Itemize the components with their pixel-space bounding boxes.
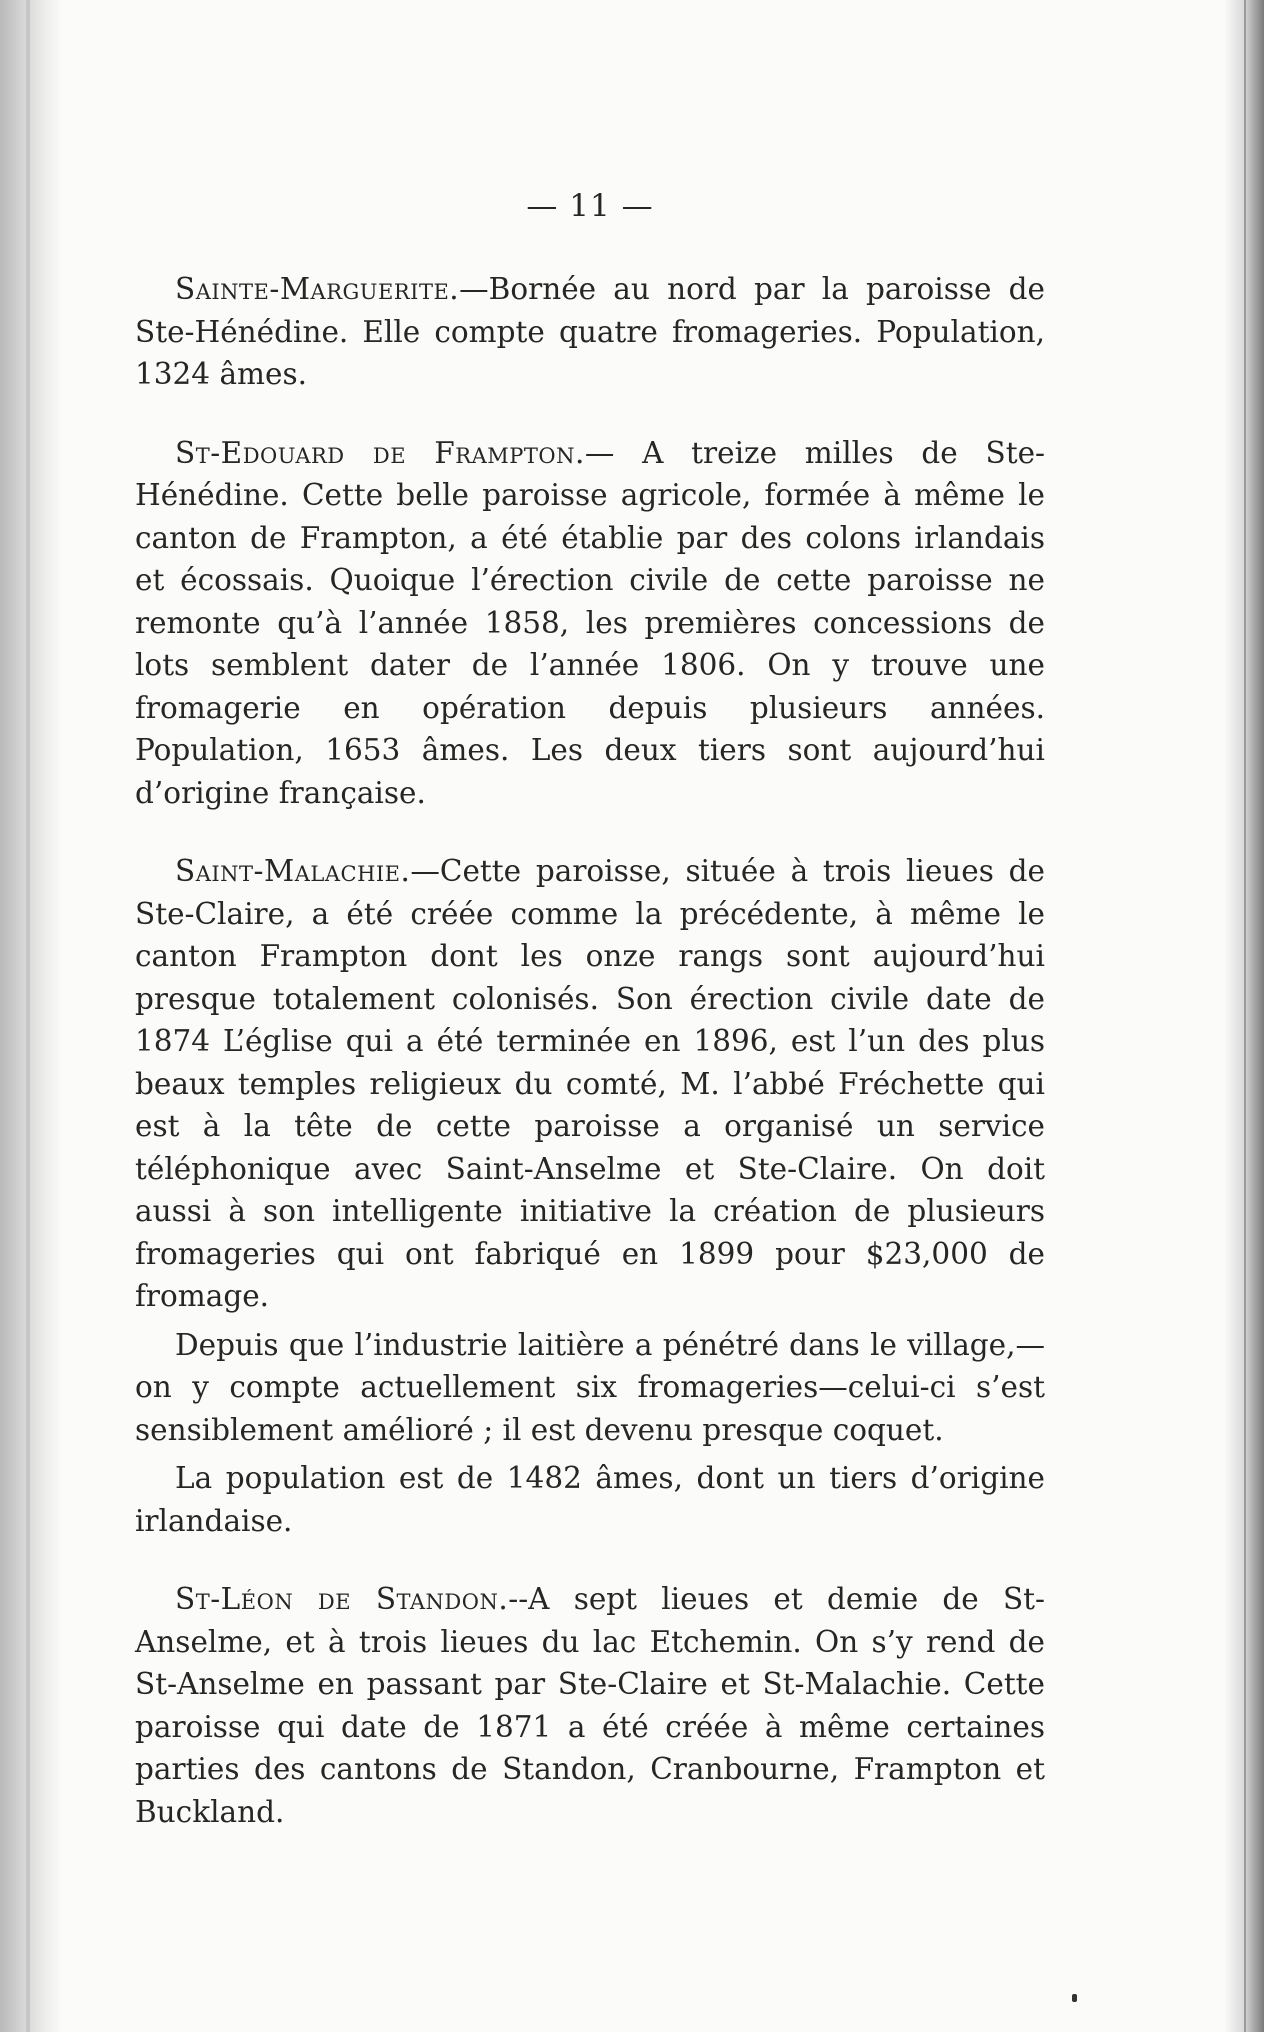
entry-heading: St-Edouard de Frampton. (175, 435, 585, 470)
entry-heading: Saint-Malachie. (175, 854, 411, 888)
page-fore-edge (1224, 0, 1264, 2032)
entry-text: — A treize milles de Ste-Hénédine. Cette belle paroisse agricole, formée à même le canton de Frampton, a été établie par des colons irlandais et écossais. Quoique l’érection civile de cette paroisse ne remonte qu’à l’année 1858, les premières concessions de lots semblent dater de l’année 1806. On y trouve une fromagerie en opération depuis plusieurs années. Population, 1653 âmes. Les deux tiers sont aujourd’hui d’origine française. (135, 435, 1045, 810)
paragraph: La population est de 1482 âmes, dont un tiers d’origine irlandaise. (135, 1461, 1045, 1538)
entry-text: —Cette paroisse, située à trois lieues de Ste-Claire, a été créée comme la précédente, à même le canton Frampton dont les onze rangs sont aujourd’hui presque totalement colonisés. Son érection civile date de 1874 L’église qui a été terminée en 1896, est l’un des plus beaux temples religieux du comté, M. l’abbé Fréchette qui est à la tête de cette paroisse a organisé un service téléphonique avec Saint-Anselme et Ste-Claire. On doit aussi à son intelligente initiative la création de plusieurs fromageries qui ont fabriqué en 1899 pour $23,000 de fromage. (135, 854, 1045, 1313)
entry-sainte-marguerite (135, 268, 1045, 396)
entry-text: --A sept lieues et demie de St-Anselme, et à trois lieues du lac Etchemin. On s’y rend de St-Anselme en passant par Ste-Claire et St-Malachie. Cette paroisse qui date de 1871 a été créée à même certaines parties des cantons de Standon, Cranbourne, Frampton et Buckland. (135, 1582, 1045, 1829)
paragraph: Depuis que l’industrie laitière a pénétré dans le village,—on y compte actuellement six fromageries—celui-ci s’est sensiblement amélioré ; il est devenu presque coquet. (135, 1327, 1045, 1447)
paragraph (135, 432, 1045, 815)
page-number: — 11 — (526, 188, 654, 224)
ink-speck (1072, 1994, 1077, 2002)
page-text (135, 180, 1045, 1869)
entry-text: —Bornée au nord par la paroisse de Ste-Hénédine. Elle compte quatre fromageries. Population, 1324 âmes. (135, 272, 1045, 391)
paragraph (135, 1578, 1045, 1833)
entry-heading: St-Léon de Standon. (175, 1582, 509, 1616)
entry-heading: Sainte-Marguerite. (175, 272, 460, 306)
paragraph (135, 850, 1045, 1318)
entry-saint-malachie (135, 850, 1045, 1542)
entry-st-edouard-de-frampton (135, 432, 1045, 815)
paragraph (135, 268, 1045, 396)
binding-edge (0, 0, 62, 2032)
entry-st-leon-de-standon (135, 1578, 1045, 1833)
